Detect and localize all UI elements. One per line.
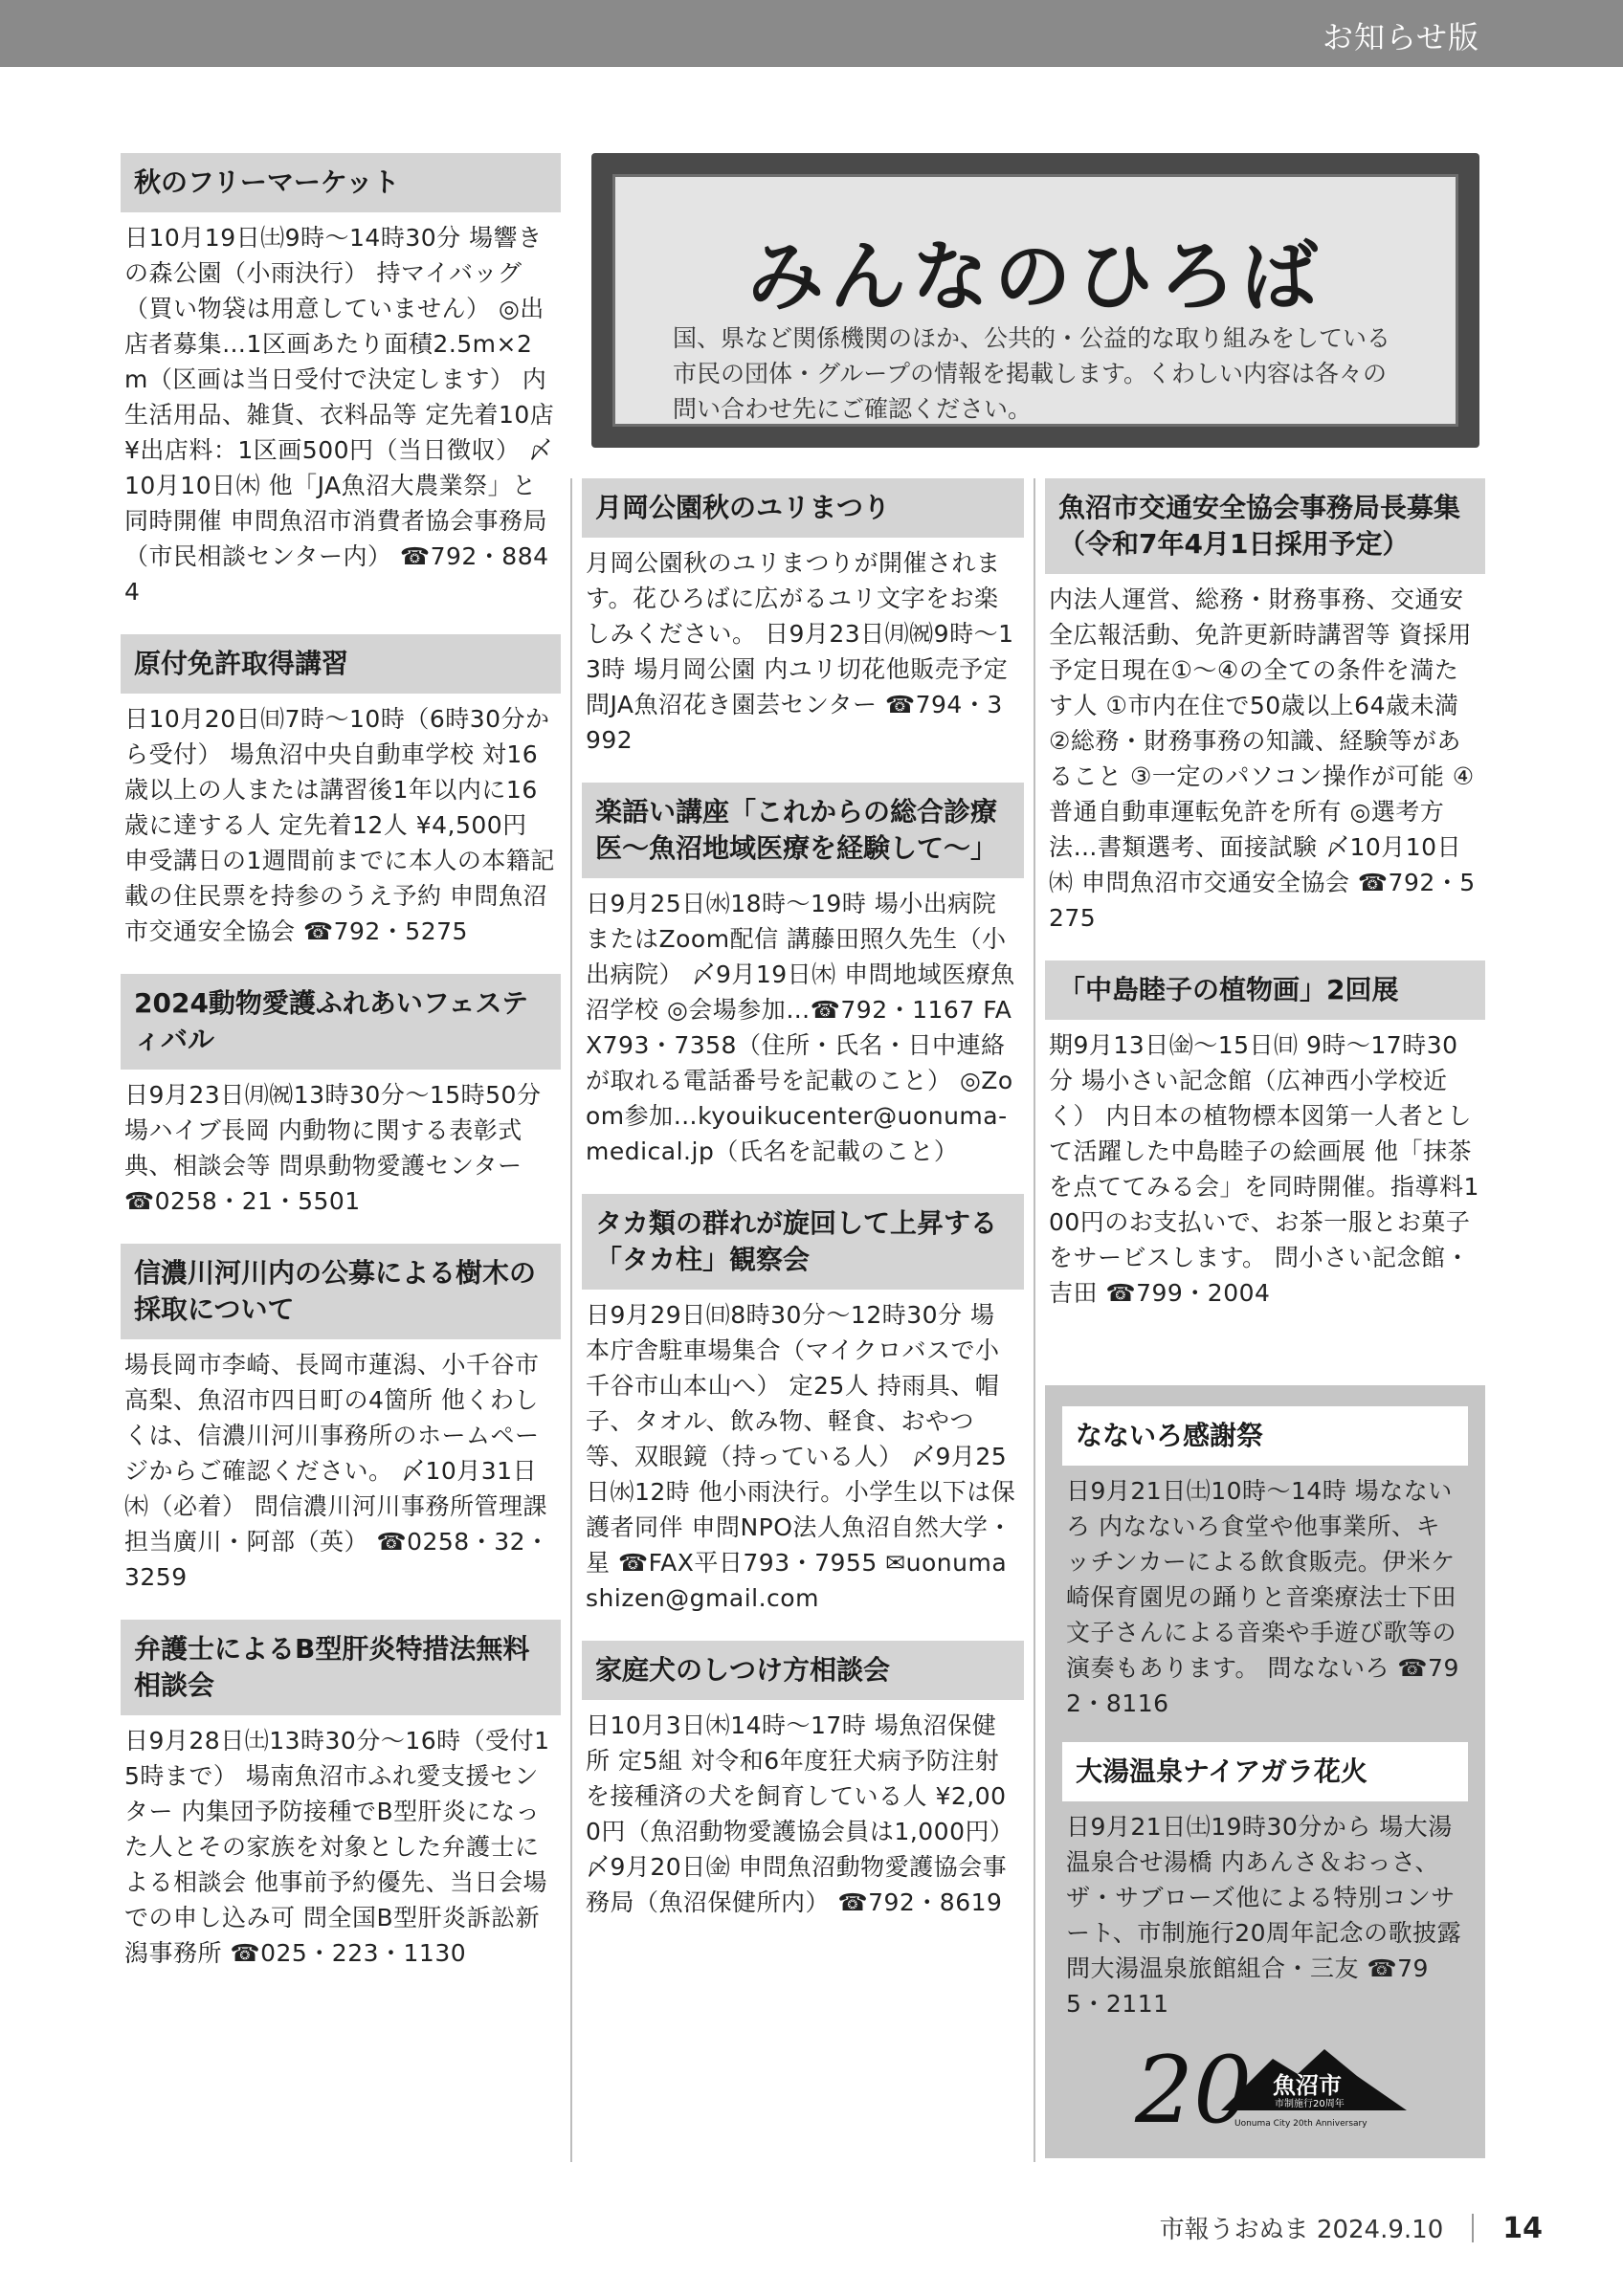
notice-body: 日9月21日㈯10時〜14時 場なないろ 内なないろ食堂や他事業所、キッチンカーによる飲食販売。伊米ケ崎保育園児の踊りと音楽療法士下田文子さんによる音楽や手遊び歌等の演奏もあります。 問なないろ ☎792・8116 (1066, 1477, 1459, 1717)
banner-description: 国、県など関係機関のほか、公共的・公益的な取り組みをしている市民の団体・グループの情報を掲載します。くわしい内容は各々の問い合わせ先にご確認ください。 (673, 324, 1391, 423)
footer-divider (1472, 2214, 1474, 2242)
column-divider (1034, 478, 1035, 2162)
emblem-english: Uonuma City 20th Anniversary (1234, 2119, 1367, 2129)
notice-body: 日9月25日㈬18時〜19時 場小出病院またはZoom配信 講藤田照久先生（小出病院） 〆9月19日㈭ 申問地域医療魚沼学校 ◎会場参加…☎792・1167 FAX793・7358（住所・氏名・日中連絡が取れる電話番号を記載のこと） ◎Zoom参加…kyouikucenter@uonuma-medical.jp（氏名を記載のこと） (586, 890, 1015, 1165)
notice-item (582, 1194, 1024, 1616)
column-divider (570, 478, 572, 2162)
notice-title: 楽語い講座「これからの総合診療医〜魚沼地域医療を経験して〜」 (582, 783, 1024, 878)
notice-item (1045, 960, 1485, 1311)
emblem-city: 魚沼市 (1273, 2072, 1342, 2099)
notice-body: 日9月21日㈯19時30分から 場大湯温泉合せ湯橋 内あんさ＆おっさ、ザ・サブローズ他による特別コンサート、市制施行20周年記念の歌披露 問大湯温泉旅館組合・三友 ☎795・2111 (1066, 1813, 1462, 2018)
notice-title: 信濃川河川内の公募による樹木の採取について (121, 1244, 561, 1339)
notice-body: 月岡公園秋のユリまつりが開催されます。花ひろばに広がるユリ文字をお楽しみください。 日9月23日㈪㈷9時〜13時 場月岡公園 内ユリ切花他販売予定 問JA魚沼花き園芸センター ☎794・3992 (586, 549, 1014, 754)
notice-item (121, 1620, 561, 1971)
notice-body: 日10月19日㈯9時〜14時30分 場響きの森公園（小雨決行） 持マイバッグ（買い物袋は用意していません） ◎出店者募集…1区画あたり面積2.5m×2m（区画は当日受付で決定します） 内生活用品、雑貨、衣料品等 定先着10店 ¥出店料：1区画500円（当日徴収） 〆10月10日㈭ 他「JA魚沼大農業祭」と同時開催 申問魚沼市消費者協会事務局（市民相談センター内） ☎792・8844 (124, 224, 555, 606)
anniversary-emblem (1129, 2030, 1416, 2135)
notice-item (121, 1244, 561, 1595)
notice-item (582, 783, 1024, 1169)
notice-title: タカ類の群れが旋回して上昇する「タカ柱」観察会 (582, 1194, 1024, 1290)
page-footer (1160, 2210, 1543, 2245)
emblem-subtitle: 市制施行20周年 (1275, 2099, 1345, 2109)
notice-item (121, 634, 561, 949)
publication-info: 市報うおぬま 2024.9.10 (1159, 2216, 1444, 2244)
notice-body: 場長岡市李崎、長岡市蓮潟、小千谷市高梨、魚沼市四日町の4箇所 他くわしくは、信濃川河川事務所のホームページからご確認ください。 〆10月31日㈭（必着） 問信濃川河川事務所管理課 担当廣川・阿部（英） ☎0258・32・3259 (124, 1351, 550, 1591)
emblem-numeral: 20 (1135, 2037, 1253, 2135)
notice-item (582, 478, 1024, 758)
banner-sign (591, 153, 1479, 448)
notice-title: 魚沼市交通安全協会事務局長募集（令和7年4月1日採用予定） (1045, 478, 1485, 574)
banner-panel (612, 174, 1458, 427)
notice-item (121, 974, 561, 1219)
notice-body: 日9月29日㈰8時30分〜12時30分 場本庁舎駐車場集合（マイクロバスで小千谷市山本山へ） 定25人 持雨具、帽子、タオル、飲み物、軽食、おやつ等、双眼鏡（持っている人） 〆9月25日㈬12時 他小雨決行。小学生以下は保護者同伴 申問NPO法人魚沼自然大学・星 ☎FAX平日793・7955 ✉uonumashizen@gmail.com (586, 1301, 1016, 1612)
notice-item (1062, 1742, 1468, 2021)
section-title: お知らせ版 (1322, 19, 1479, 55)
notice-title: 原付免許取得講習 (121, 634, 561, 694)
page-number: 14 (1502, 2212, 1543, 2245)
right-column (1045, 478, 1485, 1336)
notice-title: 秋のフリーマーケット (121, 153, 561, 212)
notice-title: 2024動物愛護ふれあいフェスティバル (121, 974, 561, 1070)
notice-item (1062, 1406, 1468, 1721)
header-bar (0, 0, 1623, 67)
notice-item (582, 1641, 1024, 1920)
notice-body: 内法人運営、総務・財務事務、交通安全広報活動、免許更新時講習等 資採用予定日現在①〜④の全ての条件を満たす人 ①市内在住で50歳以上64歳未満 ②総務・財務事務の知識、経験等があること ③一定のパソコン操作が可能 ④普通自動車運転免許を所有 ◎選考方法…書類選考、面接試験 〆10月10日㈭ 申問魚沼市交通安全協会 ☎792・5275 (1049, 585, 1476, 932)
middle-column (582, 478, 1024, 1945)
banner-title: みんなのひろば (747, 232, 1323, 321)
notice-body: 日9月23日㈪㈷13時30分〜15時50分 場ハイブ長岡 内動物に関する表彰式典、相談会等 問県動物愛護センター ☎0258・21・5501 (124, 1081, 542, 1215)
notice-body: 日9月28日㈯13時30分〜16時（受付15時まで） 場南魚沼市ふれ愛支援センター 内集団予防接種でB型肝炎になった人とその家族を対象とした弁護士による相談会 他事前予約優先、当日会場での申し込み可 問全国B型肝炎訴訟新潟事務所 ☎025・223・1130 (124, 1727, 550, 1967)
notice-body: 期9月13日㈮〜15日㈰ 9時〜17時30分 場小さい記念館（広神西小学校近く） 内日本の植物標本図第一人者として活躍した中島睦子の絵画展 他「抹茶を点ててみる会」を同時開催。指導料100円のお支払いで、お茶一服とお菓子をサービスします。 問小さい記念館・吉田 ☎799・2004 (1049, 1031, 1479, 1307)
notice-item (121, 153, 561, 609)
notice-title: なないろ感謝祭 (1062, 1406, 1468, 1466)
notice-title: 家庭犬のしつけ方相談会 (582, 1641, 1024, 1700)
notice-title: 月岡公園秋のユリまつり (582, 478, 1024, 538)
left-column (121, 153, 561, 1996)
notice-title: 「中島睦子の植物画」2回展 (1045, 960, 1485, 1020)
notice-body: 日10月20日㈰7時〜10時（6時30分から受付） 場魚沼中央自動車学校 対16歳以上の人または講習後1年以内に16歳に達する人 定先着12人 ¥4,500円 申受講日の1週間前までに本人の本籍記載の住民票を持参のうえ予約 申問魚沼市交通安全協会 ☎792・5275 (124, 705, 555, 945)
notice-body: 日10月3日㈭14時〜17時 場魚沼保健所 定5組 対令和6年度狂犬病予防注射を接種済の犬を飼育している人 ¥2,000円（魚沼動物愛護協会員は1,000円） 〆9月20日㈮ 申問魚沼動物愛護協会事務局（魚沼保健所内） ☎792・8619 (586, 1711, 1014, 1916)
notice-title: 弁護士によるB型肝炎特措法無料相談会 (121, 1620, 561, 1715)
notice-item (1045, 478, 1485, 936)
notice-title: 大湯温泉ナイアガラ花火 (1062, 1742, 1468, 1801)
